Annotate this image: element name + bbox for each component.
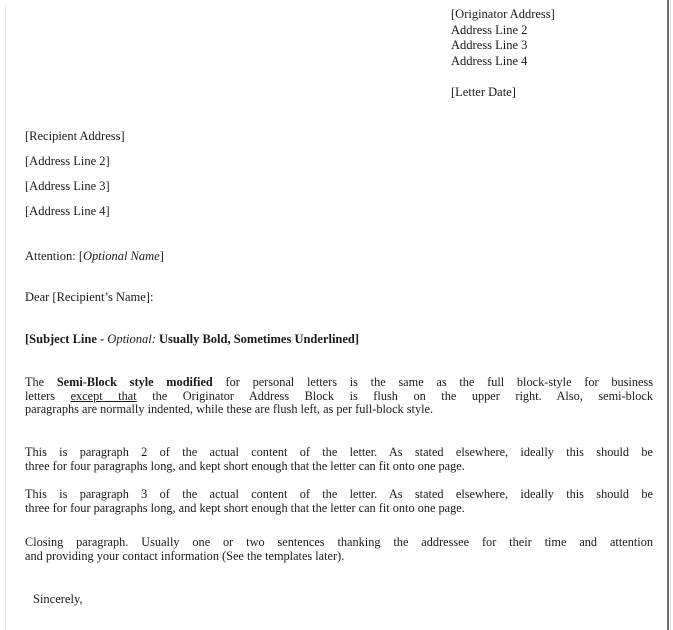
paragraph-line: This is paragraph 3 of the actual content of the letter. As stated elsewhere, ideally this should be [25,487,653,501]
text-run: for personal letters is the same as the full block-style for business [212,375,654,389]
recipient-address-line-4: [Address Line 4] [25,204,110,218]
originator-address: [Originator Address] [451,7,555,21]
page-left-edge [5,4,6,630]
paragraph-line: three for four paragraphs long, and kept short enough that the letter can fit onto one page. [25,458,465,473]
body-paragraph-2 [25,446,653,473]
complimentary-close: Sincerely, [33,592,83,606]
attention-label: Attention: [ [25,249,83,263]
recipient-address-block [25,124,125,224]
recipient-address-line-3: [Address Line 3] [25,179,110,193]
paragraph-line: paragraphs are normally indented, while these are flush left, as per full-block style. [25,402,434,416]
subject-line [25,332,359,347]
underlined-text: except that [70,388,137,403]
originator-address-line-3: Address Line 3 [451,38,528,52]
body-paragraph-3 [25,488,653,515]
paragraph-line: and providing your contact information (See the templates later). [25,548,345,563]
recipient-address-line-2: [Address Line 2] [25,154,110,168]
paragraph-line: This is paragraph 2 of the actual content of the letter. As stated elsewhere, ideally this should be [25,445,653,459]
paragraph-line [25,376,653,390]
originator-address-line-2: Address Line 2 [451,22,528,37]
bold-text: Semi-Block style modified [56,375,213,389]
page-right-shadow [670,0,671,630]
paragraph-line: Closing paragraph. Usually one or two sentences thanking the addressee for their time and attention [25,535,653,549]
text-run: the Originator Address Block is flush on the upper right. Also, semi-block [136,388,653,403]
subject-prefix: [Subject Line - [25,332,108,346]
text-run: letters [25,388,71,403]
subject-optional: Optional: [107,332,156,346]
originator-address-block [451,7,555,69]
text-run: The [25,375,57,389]
attention-name: Optional Name [82,249,160,263]
paragraph-line: three for four paragraphs long, and kept short enough that the letter can fit onto one page. [25,500,465,515]
letter-date: [Letter Date] [451,85,516,99]
subject-suffix: Usually Bold, Sometimes Underlined] [155,332,360,346]
recipient-address: [Recipient Address] [25,129,125,143]
paragraph-line [25,390,653,404]
page-right-border [667,0,669,630]
originator-address-line-4: Address Line 4 [451,53,528,68]
attention-close: ] [159,249,164,263]
body-paragraph-1 [25,376,653,417]
attention-line [25,249,164,264]
salutation: Dear [Recipient’s Name]: [25,290,154,304]
closing-paragraph [25,536,653,563]
